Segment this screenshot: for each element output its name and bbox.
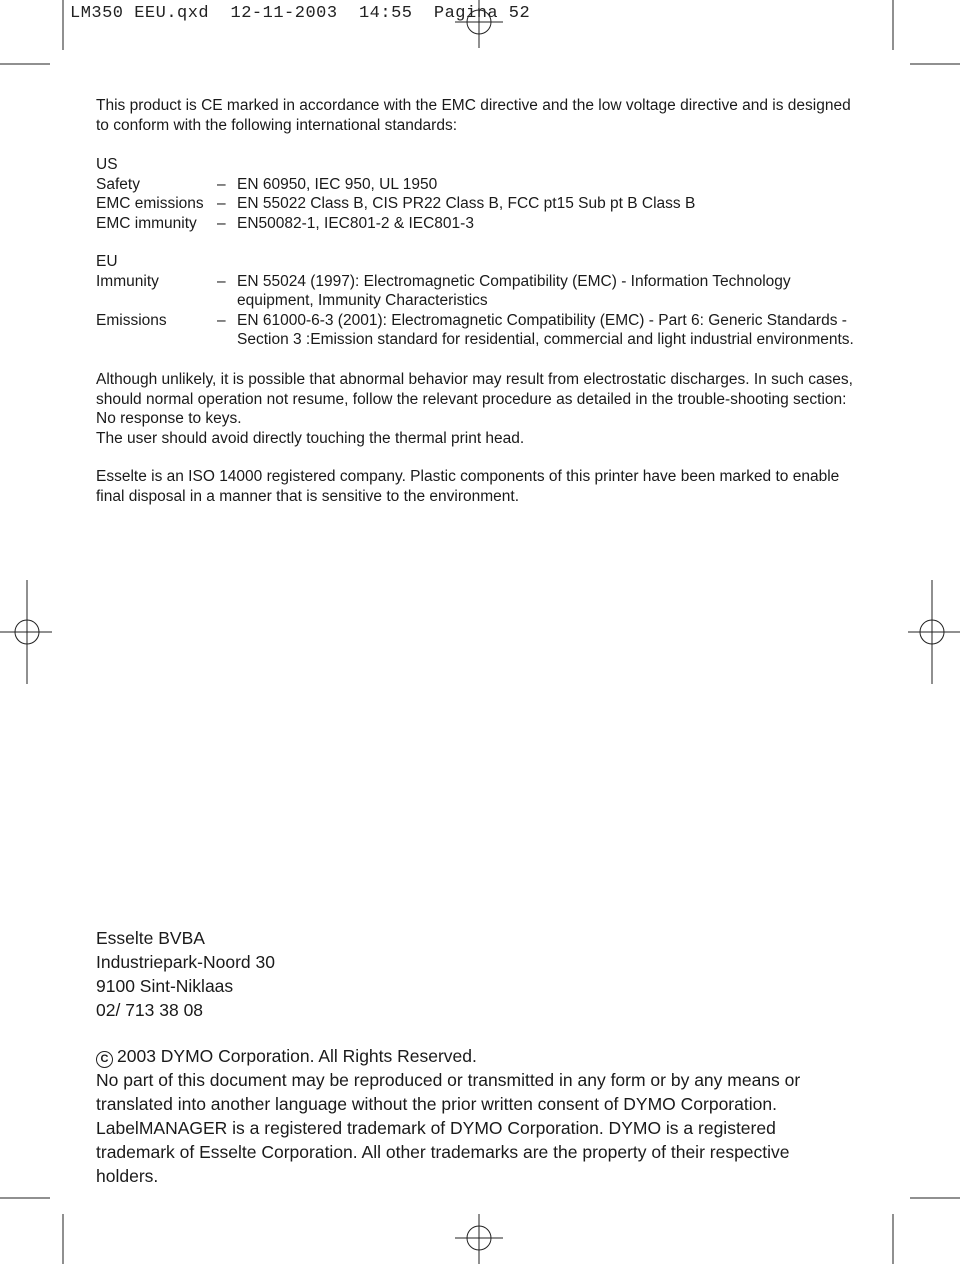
copyright-line <box>96 1044 856 1068</box>
eu-label: Immunity <box>96 272 159 290</box>
us-row-safety <box>96 175 876 195</box>
eu-value: EN 55024 (1997): Electromagnetic Compatibility (EMC) - Information Technology equipment, Immunity Characteristics <box>237 272 791 309</box>
us-dash: – <box>217 175 226 193</box>
eu-standards <box>96 252 856 350</box>
us-value: EN50082-1, IEC801-2 & IEC801-3 <box>237 214 474 232</box>
eu-dash: – <box>217 311 226 329</box>
esd-section <box>96 370 856 448</box>
us-row-emc-emissions <box>96 194 876 214</box>
registration-mark-right <box>908 580 960 684</box>
slug-time: 14:55 <box>358 4 413 23</box>
us-label: EMC emissions <box>96 195 204 212</box>
registration-mark-bottom <box>455 1214 503 1264</box>
copyright-icon: C <box>96 1051 113 1068</box>
address-street: Industriepark-Noord 30 <box>96 952 275 972</box>
intro-paragraph: This product is CE marked in accordance with the EMC directive and the low voltage directive and is designed to conform with the following international standards: <box>96 97 851 134</box>
us-value: EN 55022 Class B, CIS PR22 Class B, FCC pt15 Sub pt B Class B <box>237 195 696 212</box>
address-phone: 02/ 713 38 08 <box>96 1000 204 1020</box>
us-dash: – <box>217 195 226 212</box>
slug-page: Pagina 52 <box>433 4 531 23</box>
us-standards <box>96 155 876 233</box>
us-row-emc-immunity <box>96 214 876 234</box>
us-heading: US <box>96 156 118 173</box>
esd-note: The user should avoid directly touching the thermal print head. <box>96 429 525 447</box>
eu-row-emissions <box>96 311 856 350</box>
slug-date: 12-11-2003 <box>230 4 338 23</box>
legal-block <box>96 1044 856 1188</box>
eu-heading: EU <box>96 253 118 270</box>
us-label: Safety <box>96 175 140 193</box>
address-block <box>96 926 876 1022</box>
eu-label: Emissions <box>96 311 167 329</box>
us-label: EMC immunity <box>96 214 197 232</box>
registration-mark-top <box>455 0 503 48</box>
esd-paragraph: Although unlikely, it is possible that abnormal behavior may result from electrostatic discharges. In such cases, should normal operation not resume, follow the relevant procedure as detailed in the trouble-shooting section: No response to keys. <box>96 371 853 427</box>
copyright-text: 2003 DYMO Corporation. All Rights Reserved. <box>117 1046 477 1066</box>
address-city: 9100 Sint-Niklaas <box>96 976 234 996</box>
eu-dash: – <box>217 272 226 290</box>
slug-file: LM350 EEU.qxd <box>70 4 210 23</box>
eu-row-immunity <box>96 272 856 311</box>
registration-mark-left <box>0 580 52 684</box>
us-value: EN 60950, IEC 950, UL 1950 <box>237 175 438 193</box>
eu-value: EN 61000-6-3 (2001): Electromagnetic Compatibility (EMC) - Part 6: Generic Standards - Section 3 :Emission standard for residential, commercial and light industrial environments. <box>237 311 854 348</box>
reproduction-notice: No part of this document may be reproduced or transmitted in any form or by any means or translated into another language without the prior written consent of DYMO Corporation. <box>96 1070 801 1114</box>
trademark-notice: LabelMANAGER is a registered trademark of DYMO Corporation. DYMO is a registered trademark of Esselte Corporation. All other trademarks are the property of their respective holders. <box>96 1118 790 1186</box>
us-dash: – <box>217 214 226 232</box>
iso-paragraph: Esselte is an ISO 14000 registered company. Plastic components of this printer have been marked to enable final disposal in a manner that is sensitive to the environment. <box>96 468 840 505</box>
address-company: Esselte BVBA <box>96 928 205 948</box>
